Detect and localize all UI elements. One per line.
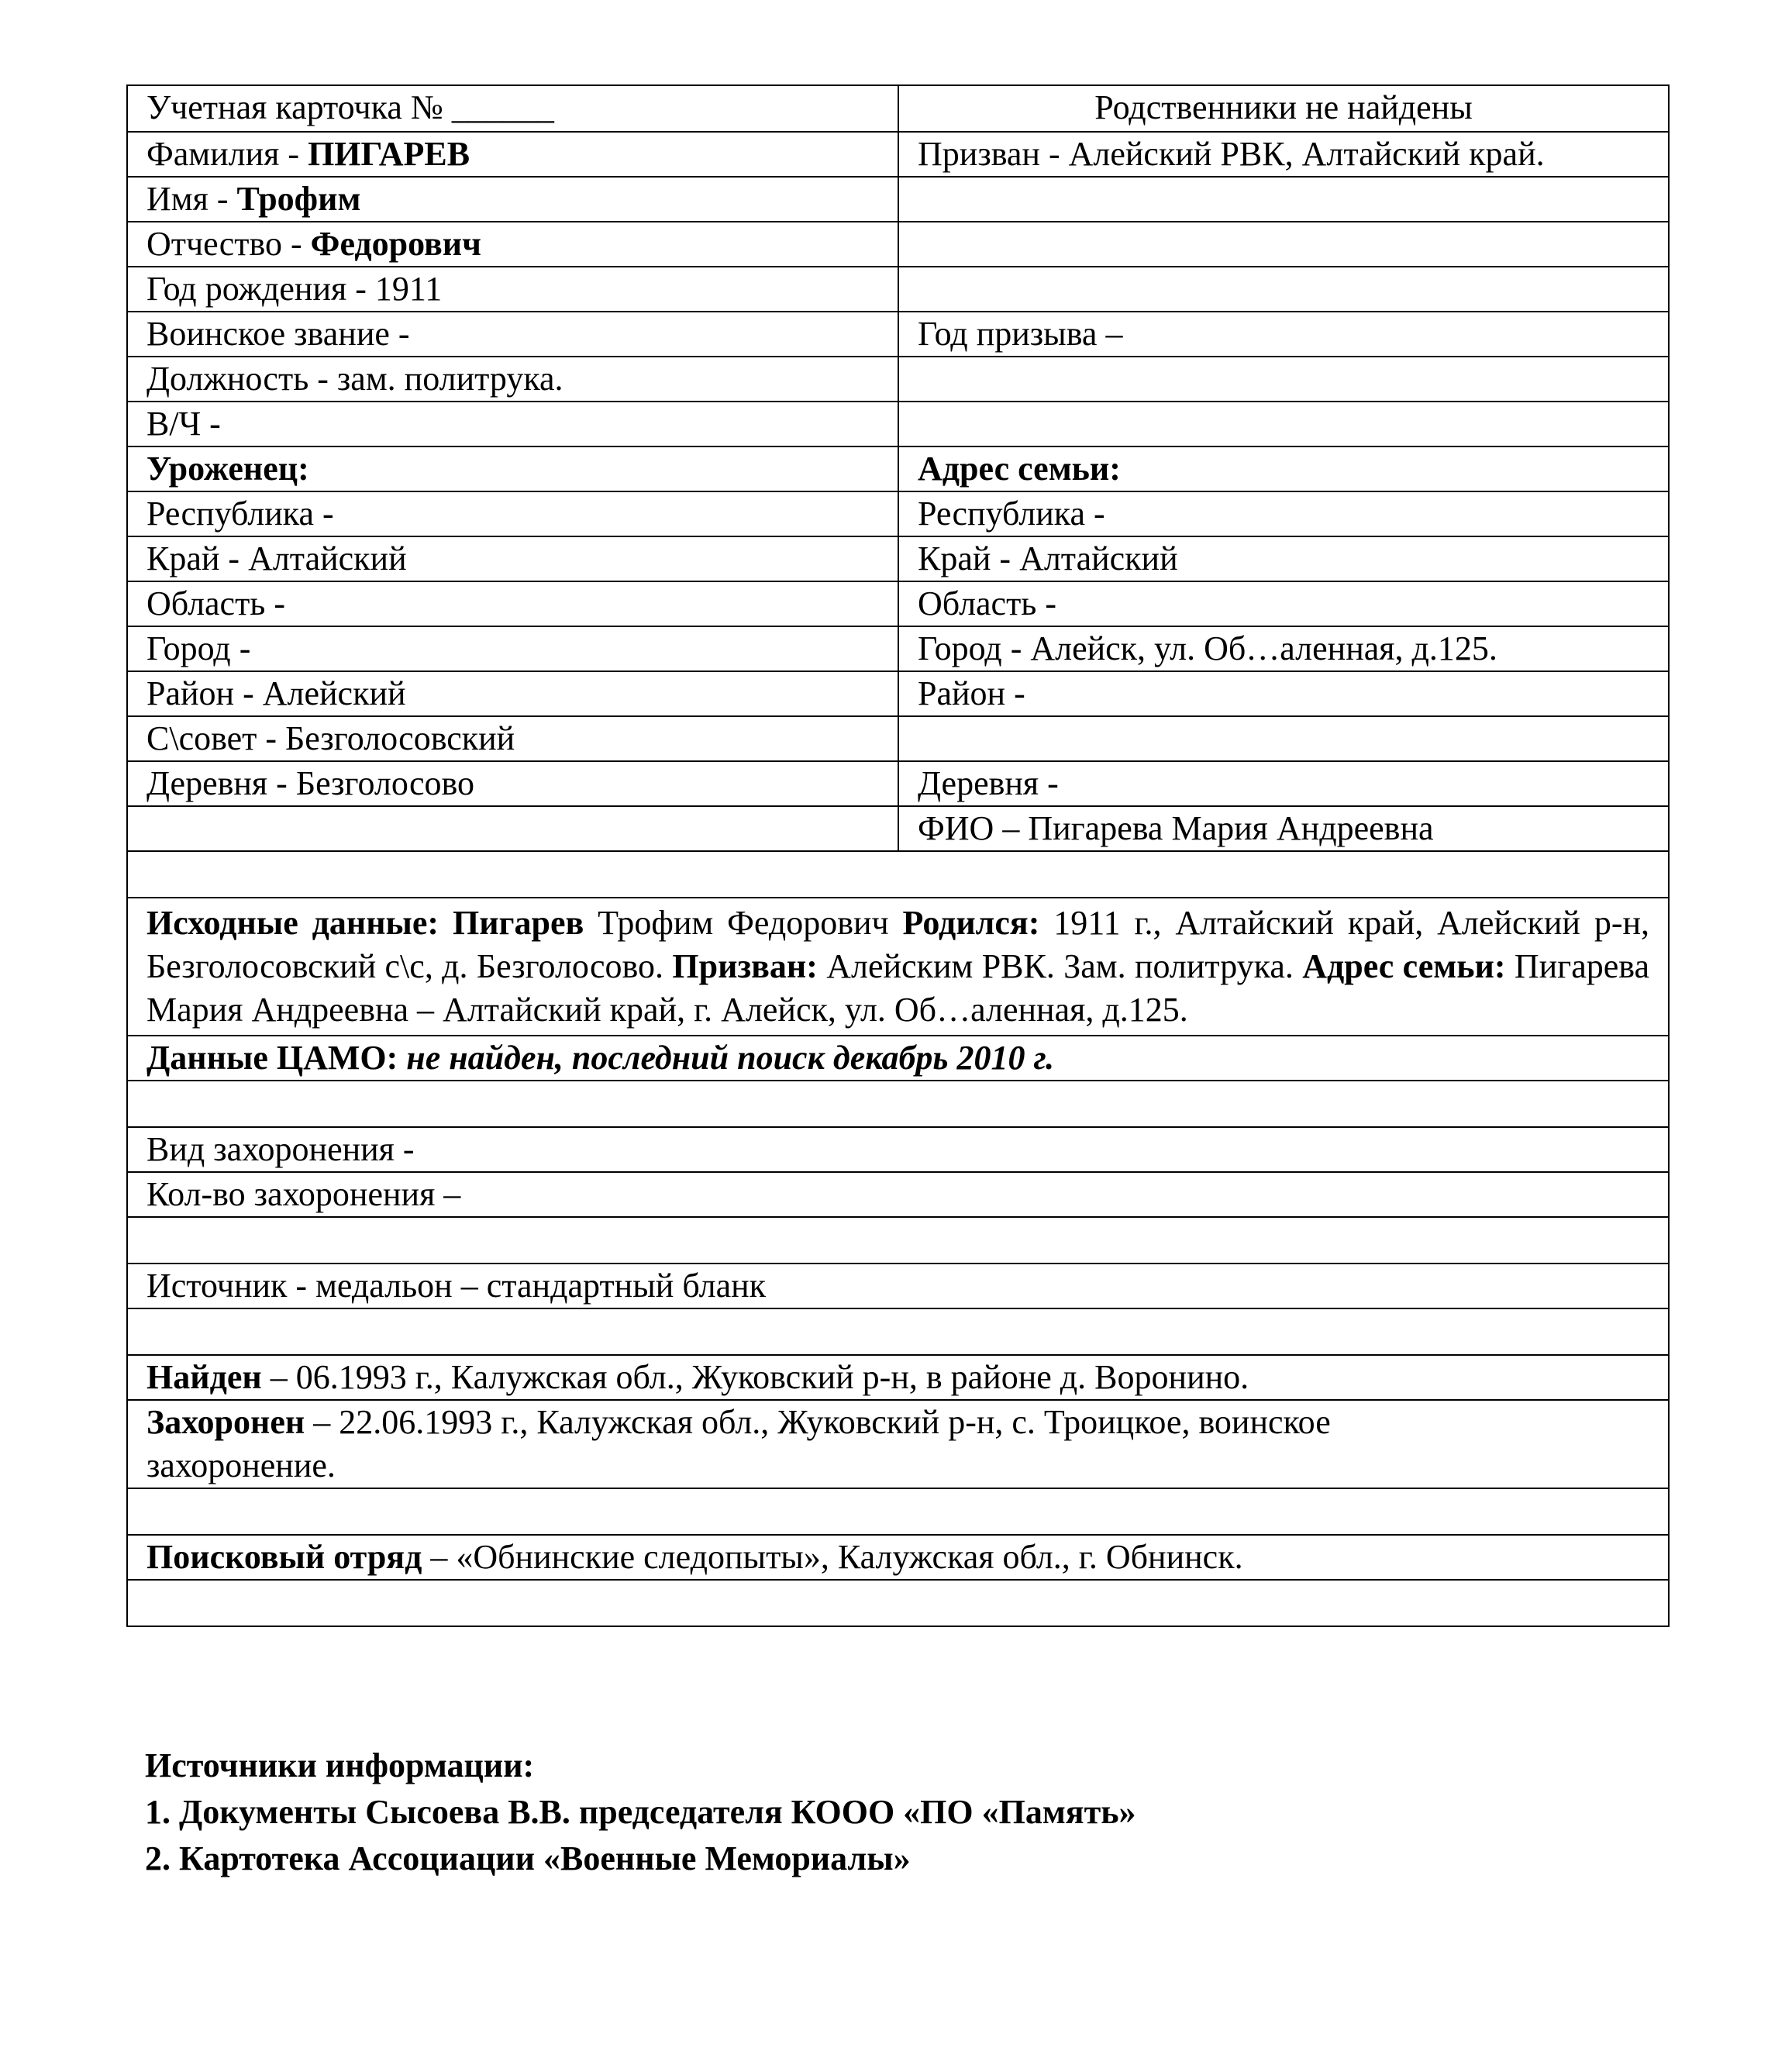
position: Должность - зам. политрука.	[127, 357, 898, 402]
birth-year: Год рождения - 1911	[127, 267, 898, 312]
source-data-text: Пигарева Мария Андреевна – Алтайский край, г. Алейск, ул. Об…аленная, д.125.	[146, 947, 1650, 1029]
sources-title: Источники информации:	[145, 1746, 535, 1784]
empty-row	[127, 1580, 1669, 1626]
family-header	[898, 446, 1669, 491]
native-oblast: Область -	[127, 581, 898, 626]
source-data-text: 1911 г., Алтайский край, Алейский р-н, Безголосовский с\с, д. Безголосово.	[146, 904, 1650, 985]
empty-cell	[898, 267, 1669, 312]
empty-cell	[898, 222, 1669, 267]
source-info: Источник - медальон – стандартный бланк	[127, 1264, 1669, 1308]
military-rank: Воинское звание -	[127, 312, 898, 357]
surname-cell	[127, 132, 898, 177]
source-data-label: Исходные данные:	[146, 904, 439, 942]
empty-cell	[898, 402, 1669, 446]
search-squad	[127, 1535, 1669, 1580]
source-data-text: Трофим Федорович	[584, 904, 903, 942]
family-oblast: Область -	[898, 581, 1669, 626]
family-district: Район -	[898, 671, 1669, 716]
surname: ПИГАРЕВ	[308, 135, 470, 173]
native-header-text: Уроженец:	[146, 450, 309, 488]
family-village: Деревня -	[898, 761, 1669, 806]
native-selsovet: С\совет - Безголосовский	[127, 716, 898, 761]
family-republic: Республика -	[898, 491, 1669, 536]
name-label: Имя -	[146, 180, 237, 218]
patronymic: Федорович	[310, 225, 481, 263]
empty-row	[127, 1488, 1669, 1535]
source-item: 2. Картотека Ассоциации «Военные Мемориалы»	[145, 1839, 911, 1877]
drafted-by: Призван - Алейский РВК, Алтайский край.	[898, 132, 1669, 177]
squad-label: Поисковый отряд	[146, 1538, 422, 1576]
family-city: Город - Алейск, ул. Об…аленная, д.125.	[898, 626, 1669, 671]
native-city: Город -	[127, 626, 898, 671]
tsamo-value: не найден, последний поиск декабрь 2010 г.	[398, 1039, 1055, 1077]
source-data-text: Алейским РВК. Зам. политрука.	[817, 947, 1303, 985]
empty-row	[127, 1308, 1669, 1355]
native-header	[127, 446, 898, 491]
military-unit: В/Ч -	[127, 402, 898, 446]
tsamo-label: Данные ЦАМО:	[146, 1039, 398, 1077]
patronymic-cell	[127, 222, 898, 267]
born-label: Родился:	[902, 904, 1040, 942]
source-data	[127, 898, 1669, 1036]
source-data-surname: Пигарев	[452, 904, 584, 942]
family-header-text: Адрес семьи:	[918, 450, 1121, 488]
found-label: Найден	[146, 1358, 262, 1396]
native-republic: Республика -	[127, 491, 898, 536]
empty-cell	[898, 177, 1669, 222]
empty-cell	[898, 357, 1669, 402]
empty-row	[127, 1081, 1669, 1127]
burial-type: Вид захоронения -	[127, 1127, 1669, 1172]
found-value: – 06.1993 г., Калужская обл., Жуковский р-н, в районе д. Воронино.	[261, 1358, 1249, 1396]
card-number: Учетная карточка № ______	[127, 85, 898, 132]
native-village: Деревня - Безголосово	[127, 761, 898, 806]
empty-cell	[127, 806, 898, 851]
found-info	[127, 1355, 1669, 1400]
buried-label: Захоронен	[146, 1403, 305, 1441]
empty-row	[127, 1217, 1669, 1264]
empty-row	[127, 851, 1669, 898]
native-krai: Край - Алтайский	[127, 536, 898, 581]
draft-year: Год призыва –	[898, 312, 1669, 357]
family-krai: Край - Алтайский	[898, 536, 1669, 581]
first-name: Трофим	[236, 180, 361, 218]
source-item: 1. Документы Сысоева В.В. председателя КООО «ПО «Память»	[145, 1793, 1136, 1831]
tsamo-data	[127, 1036, 1669, 1081]
buried-value: – 22.06.1993 г., Калужская обл., Жуковский р-н, с. Троицкое, воинское захоронение.	[146, 1403, 1331, 1484]
family-fio: ФИО – Пигарева Мария Андреевна	[898, 806, 1669, 851]
information-sources	[145, 1743, 1136, 1882]
registration-card	[126, 84, 1670, 1627]
name-cell	[127, 177, 898, 222]
native-district: Район - Алейский	[127, 671, 898, 716]
burial-count: Кол-во захоронения –	[127, 1172, 1669, 1217]
drafted-label: Призван:	[672, 947, 818, 985]
buried-info	[127, 1400, 1669, 1488]
surname-label: Фамилия -	[146, 135, 308, 173]
patronymic-label: Отчество -	[146, 225, 311, 263]
squad-value: – «Обнинские следопыты», Калужская обл., г. Обнинск.	[422, 1538, 1243, 1576]
relatives-status: Родственники не найдены	[898, 85, 1669, 132]
family-address-label: Адрес семьи:	[1302, 947, 1506, 985]
empty-cell	[898, 716, 1669, 761]
